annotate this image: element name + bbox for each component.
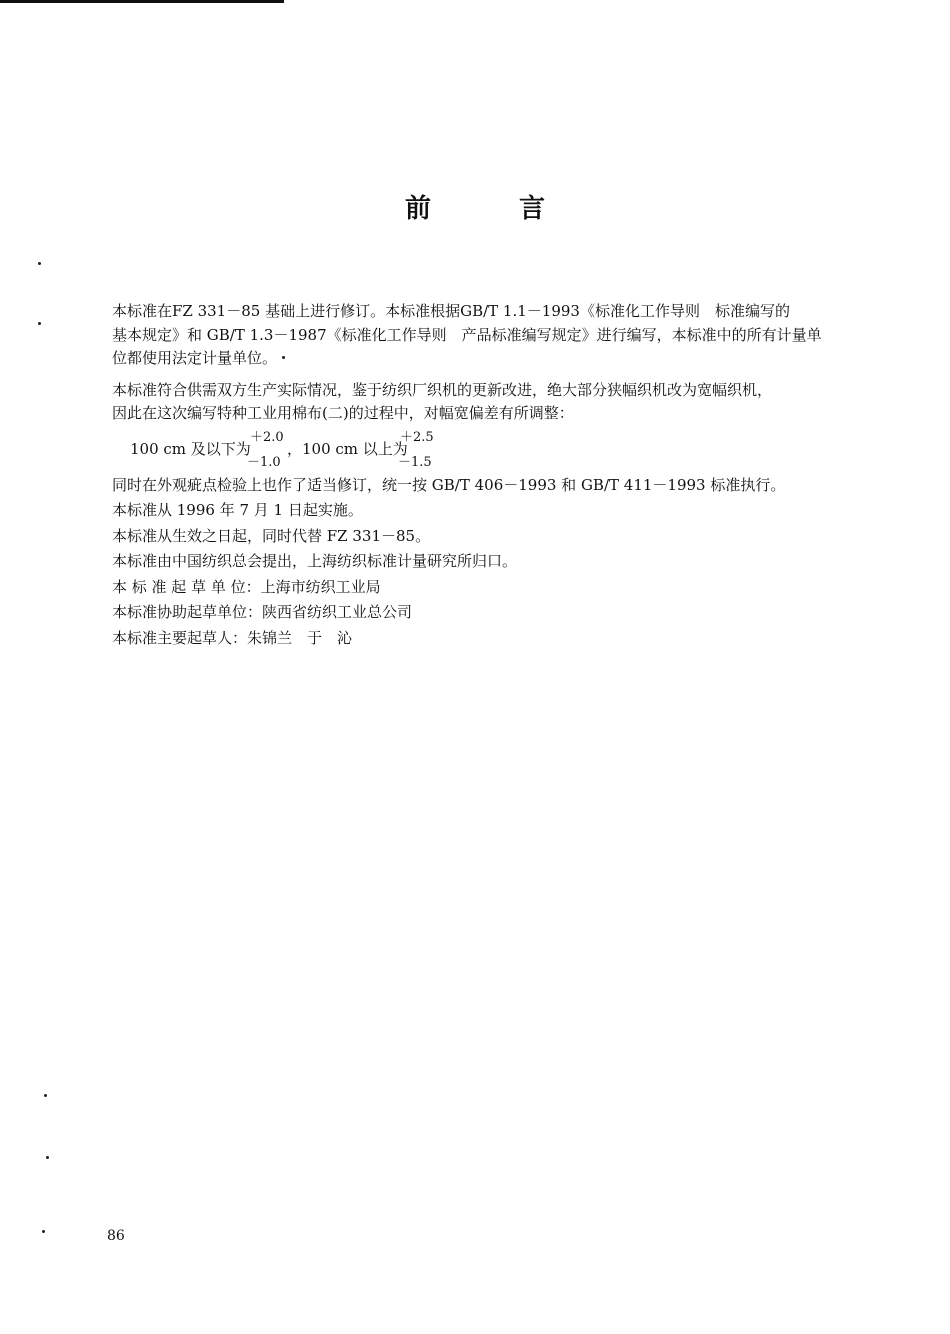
tolerance-1-lower: －1.0 xyxy=(247,454,281,470)
scan-speck xyxy=(282,356,285,359)
paragraph-8: 本标准协助起草单位：陕西省纺织工业总公司 xyxy=(112,603,413,621)
tolerance-part-1: 100 cm 及以下为 xyxy=(130,439,251,458)
paragraph-7: 本 标 准 起 草 单 位：上海市纺织工业局 xyxy=(112,577,381,596)
scan-speck xyxy=(38,262,41,265)
paragraph-6: 本标准由中国纺织总会提出，上海纺织标准计量研究所归口。 xyxy=(112,552,518,570)
scan-speck xyxy=(44,1094,47,1097)
document-body xyxy=(112,300,840,650)
top-rule xyxy=(0,0,284,3)
scan-speck xyxy=(38,322,41,325)
tolerance-part-2: ，100 cm 以上为 xyxy=(287,439,408,458)
scan-speck xyxy=(46,1156,49,1159)
paragraph-1-line-3: 位都使用法定计量单位。 xyxy=(112,349,278,367)
paragraph-5: 本标准从生效之日起，同时代替 FZ 331－85。 xyxy=(112,526,431,545)
title-char-1: 前 xyxy=(404,194,431,224)
page-number: 86 xyxy=(107,1228,125,1244)
page-title xyxy=(0,188,950,225)
title-char-2: 言 xyxy=(519,194,546,224)
paragraph-2-line-2: 因此在这次编写特种工业用棉布(二)的过程中，对幅宽偏差有所调整： xyxy=(112,404,574,422)
paragraph-1-line-1: 本标准在FZ 331－85 基础上进行修订。本标准根据GB/T 1.1－1993《标准化工作导则 标准编写的 xyxy=(112,302,790,320)
paragraph-4: 本标准从 1996 年 7 月 1 日起实施。 xyxy=(112,501,363,519)
paragraph-1-line-2: 基本规定》和 GB/T 1.3－1987《标准化工作导则 产品标准编写规定》进行编写，本标准中的所有计量单 xyxy=(112,325,822,344)
paragraph-3: 同时在外观疵点检验上也作了适当修订，统一按 GB/T 406－1993 和 GB/T 411－1993 标准执行。 xyxy=(112,475,786,494)
scan-speck xyxy=(42,1230,45,1233)
tolerance-1-upper: ＋2.0 xyxy=(250,429,284,445)
paragraph-2-line-1: 本标准符合供需双方生产实际情况，鉴于纺织厂织机的更新改进，绝大部分狭幅织机改为宽幅织机， xyxy=(112,380,773,399)
paragraph-9: 本标准主要起草人：朱锦兰 于 沁 xyxy=(112,628,353,647)
tolerance-2-upper: ＋2.5 xyxy=(400,429,434,445)
tolerance-2-lower: －1.5 xyxy=(398,454,432,470)
width-tolerance-row xyxy=(112,426,840,476)
